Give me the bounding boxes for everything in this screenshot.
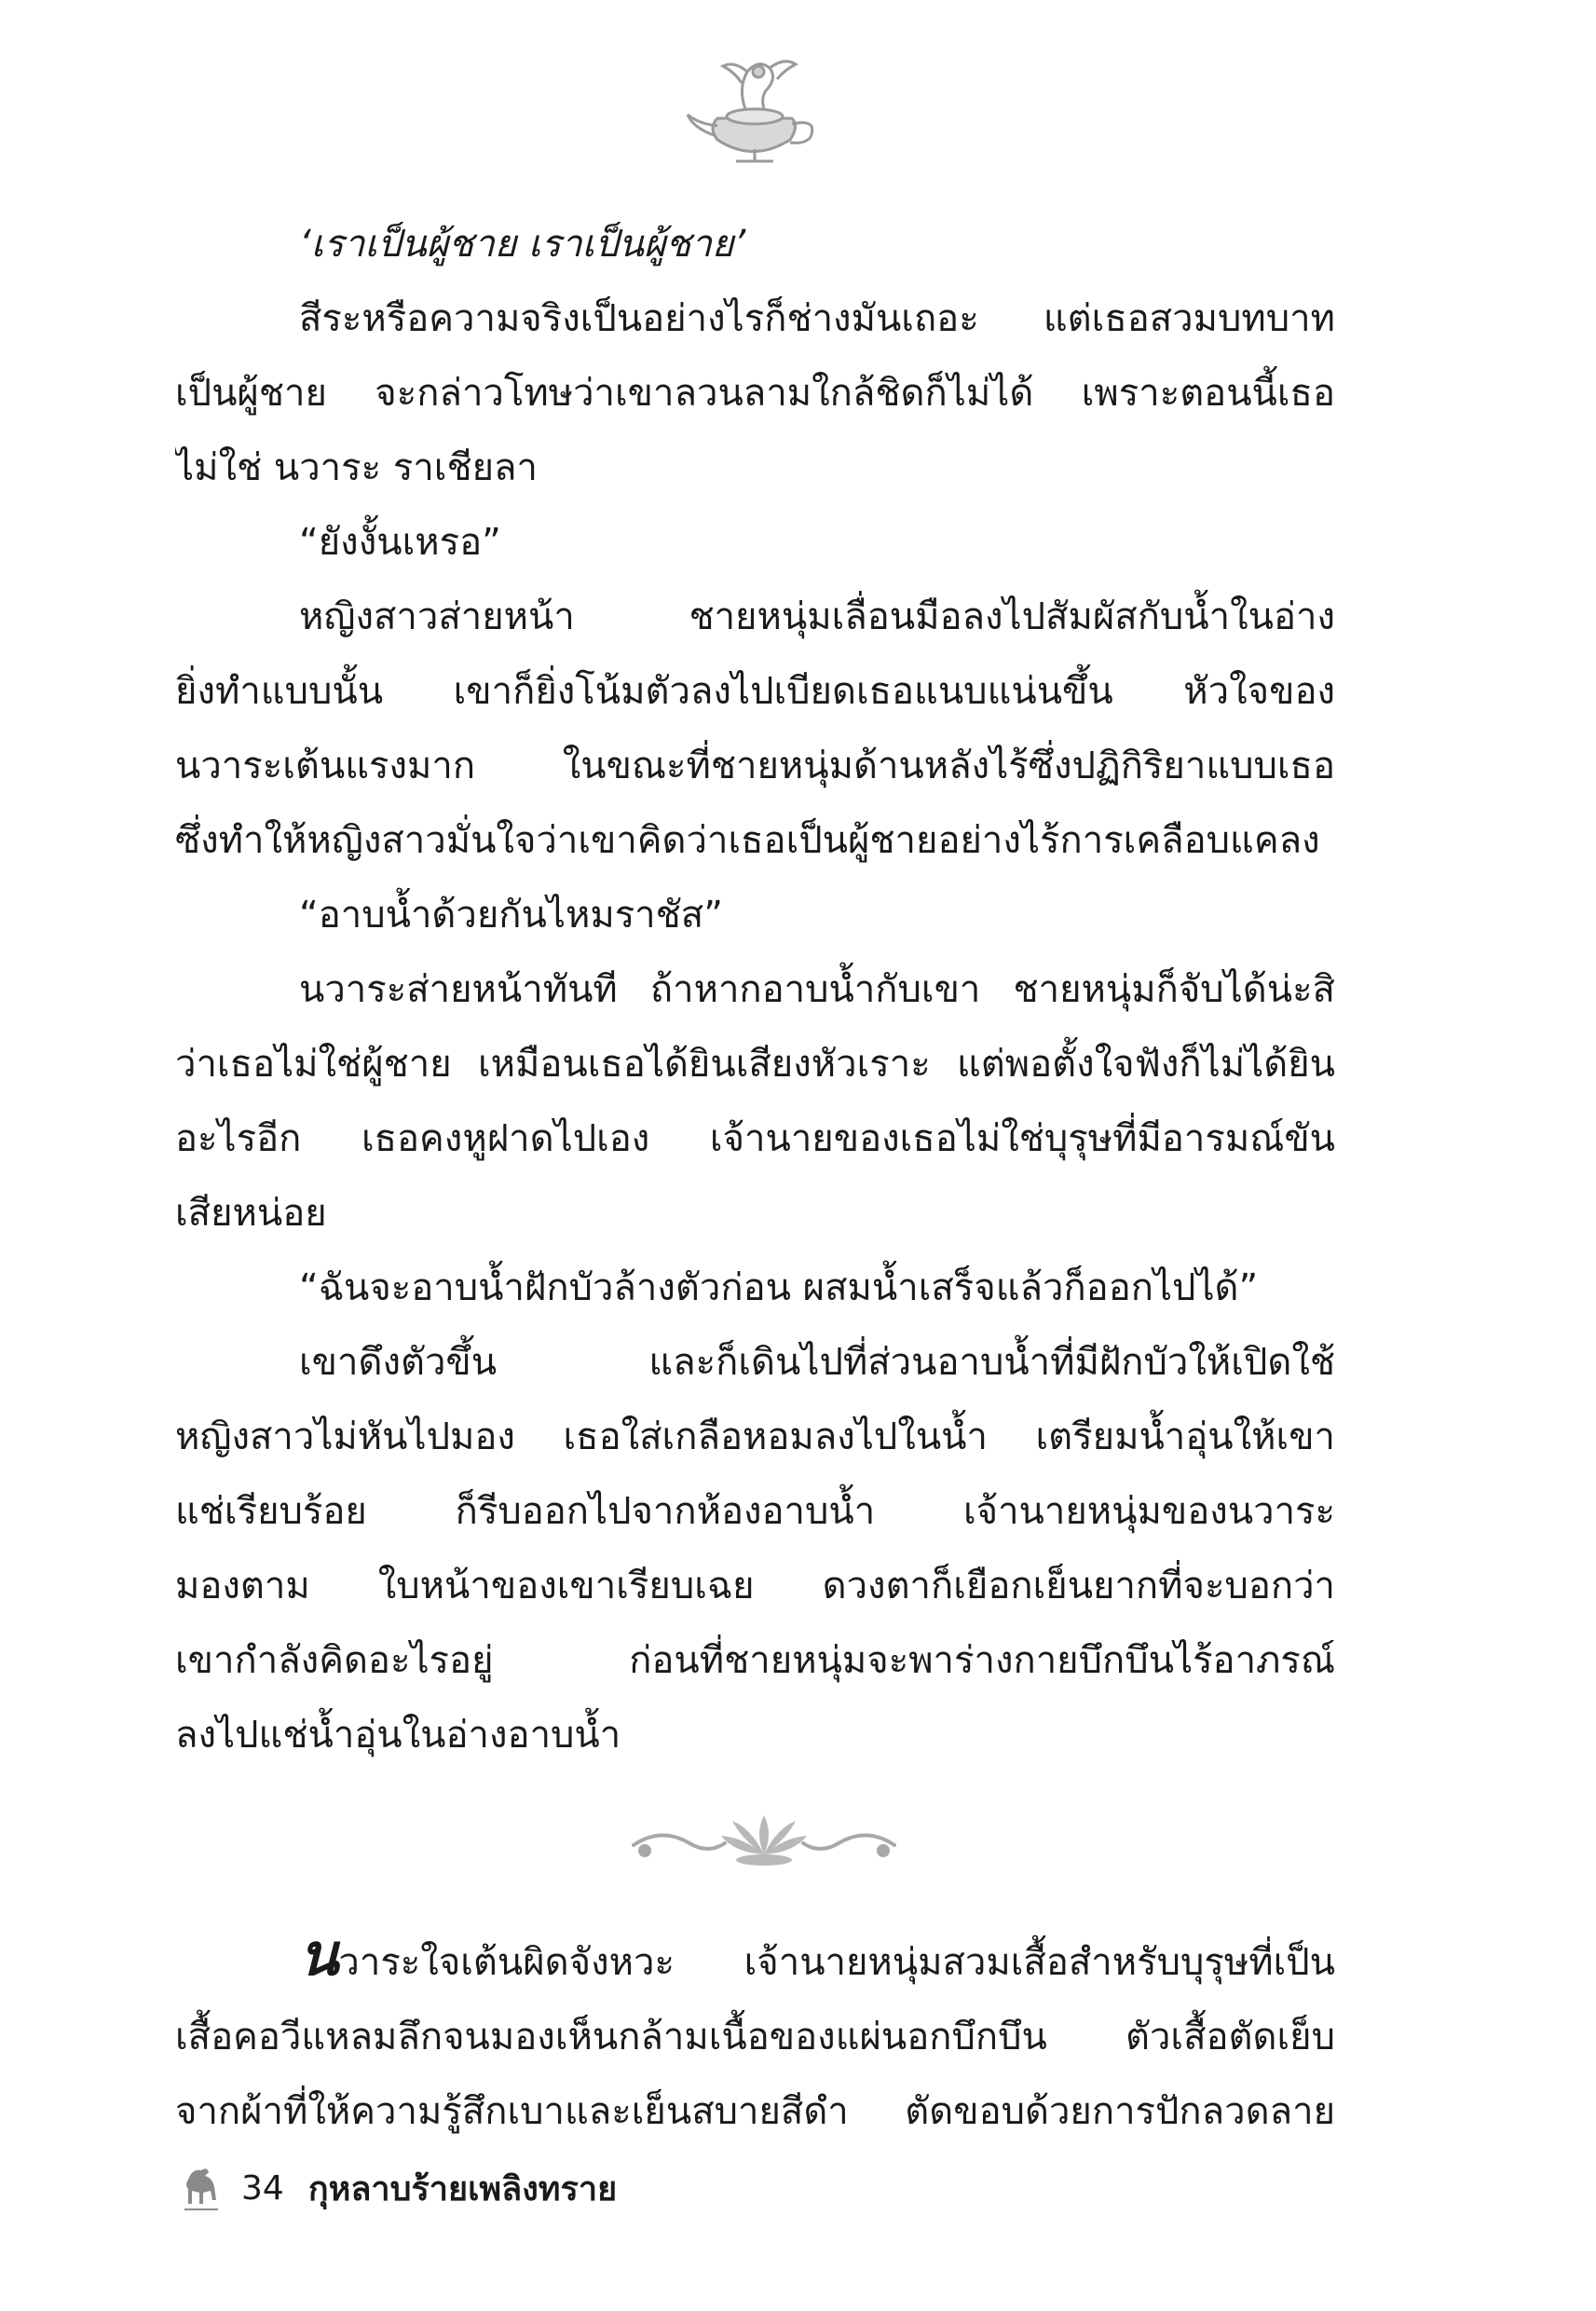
paragraph-line: นวาระเต้นแรงมาก ในขณะที่ชายหนุ่มด้านหลังไร้ซึ่งปฏิกิริยาแบบเธอ (175, 745, 1335, 787)
paragraph-line: เขากำลังคิดอะไรอยู่ ก่อนที่ชายหนุ่มจะพาร่างกายบึกบึนไร้อาภรณ์ (175, 1639, 1335, 1682)
section-divider-ornament (624, 1808, 904, 1873)
paragraph-line: หญิงสาวส่ายหน้า ชายหนุ่มเลื่อนมือลงไปสัมผัสกับน้ำในอ่าง (299, 595, 1335, 638)
first-line-text: วาระใจเต้นผิดจังหวะ เจ้านายหนุ่มสวมเสื้อสำหรับบุรุษที่เป็น (338, 1941, 1335, 1984)
page-footer (175, 2160, 617, 2216)
paragraph-line: แช่เรียบร้อย ก็รีบออกไปจากห้องอาบน้ำ เจ้านายหนุ่มของนวาระ (175, 1490, 1335, 1533)
dialogue-line: “ฉันจะอาบน้ำฝักบัวล้างตัวก่อน ผสมน้ำเสร็จแล้วก็ออกไปได้” (299, 1266, 1259, 1309)
paragraph-line: นวาระส่ายหน้าทันที ถ้าหากอาบน้ำกับเขา ชายหนุ่มก็จับได้น่ะสิ (299, 968, 1335, 1011)
thought-line: ‘เราเป็นผู้ชาย เราเป็นผู้ชาย’ (299, 223, 746, 266)
paragraph-line: เสื้อคอวีแหลมลึกจนมองเห็นกล้ามเนื้อของแผ่นอกบึกบึน ตัวเสื้อตัดเย็บ (175, 2016, 1335, 2058)
paragraph-first-line (175, 1925, 1335, 2000)
paragraph-line: ลงไปแช่น้ำอุ่นในอ่างอาบน้ำ (175, 1714, 621, 1757)
paragraph-line: มองตาม ใบหน้าของเขาเรียบเฉย ดวงตาก็เยือกเย็นยากที่จะบอกว่า (175, 1565, 1335, 1607)
paragraph-line: ยิ่งทำแบบนั้น เขาก็ยิ่งโน้มตัวลงไปเบียดเธอแนบแน่นขึ้น หัวใจของ (175, 670, 1335, 713)
drop-cap-letter: น (299, 1925, 339, 1989)
paragraph-line: ไม่ใช่ นวาระ ราเชียลา (175, 446, 539, 489)
dialogue-line: “ยังงั้นเหรอ” (299, 521, 501, 564)
horse-icon (175, 2163, 226, 2214)
page-number: 34 (241, 2168, 284, 2208)
paragraph-line: เป็นผู้ชาย จะกล่าวโทษว่าเขาลวนลามใกล้ชิดก็ไม่ได้ เพราะตอนนี้เธอ (175, 372, 1335, 415)
paragraph-line: ว่าเธอไม่ใช่ผู้ชาย เหมือนเธอได้ยินเสียงหัวเราะ แต่พอตั้งใจฟังก็ไม่ได้ยิน (175, 1043, 1335, 1086)
paragraph-line: อะไรอีก เธอคงหูฝาดไปเอง เจ้านายของเธอไม่ใช่บุรุษที่มีอารมณ์ขัน (175, 1117, 1335, 1160)
text-section-2 (175, 1925, 1335, 2149)
paragraph-line: สีระหรือความจริงเป็นอย่างไรก็ช่างมันเถอะ แต่เธอสวมบทบาท (299, 297, 1335, 340)
genie-lamp-ornament (680, 51, 825, 168)
paragraph-line: ซึ่งทำให้หญิงสาวมั่นใจว่าเขาคิดว่าเธอเป็นผู้ชายอย่างไร้การเคลือบแคลง (175, 819, 1320, 862)
paragraph-line: หญิงสาวไม่หันไปมอง เธอใส่เกลือหอมลงไปในน้ำ เตรียมน้ำอุ่นให้เขา (175, 1415, 1335, 1458)
paragraph-line: จากผ้าที่ให้ความรู้สึกเบาและเย็นสบายสีดำ ตัดขอบด้วยการปักลวดลาย (175, 2090, 1335, 2133)
dialogue-line: “อาบน้ำด้วยกันไหมราชัส” (299, 894, 723, 937)
text-section-1 (175, 207, 1335, 1772)
book-title: กุหลาบร้ายเพลิงทราย (307, 2169, 618, 2208)
paragraph-line: เสียหน่อย (175, 1192, 327, 1235)
paragraph-line: เขาดึงตัวขึ้น และก็เดินไปที่ส่วนอาบน้ำที่มีฝักบัวให้เปิดใช้ (299, 1341, 1335, 1384)
